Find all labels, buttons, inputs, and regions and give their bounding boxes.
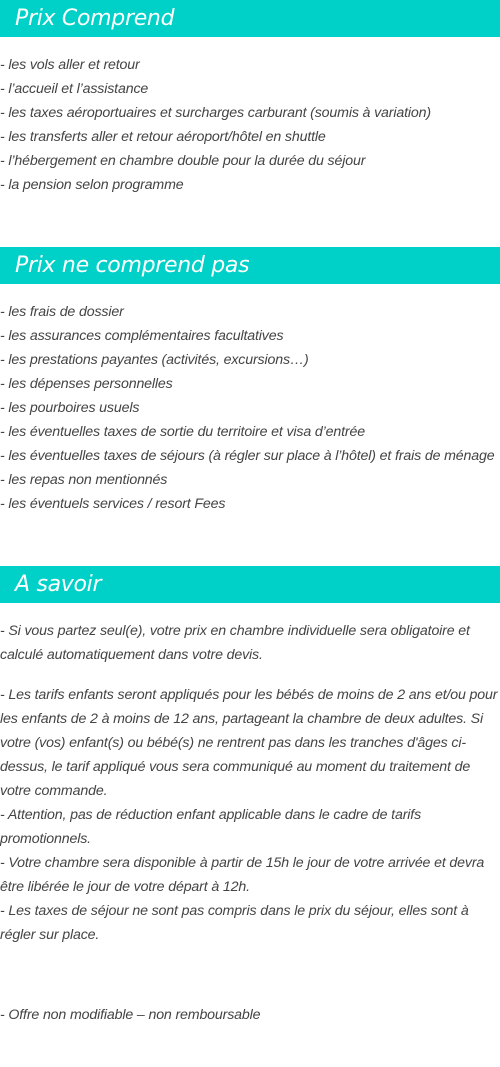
list-item: - l’hébergement en chambre double pour la durée du séjour <box>0 153 366 169</box>
list-item: - les pourboires usuels <box>0 400 140 416</box>
section-title-included: Prix Comprend <box>15 6 175 31</box>
list-item: - les transferts aller et retour aéroport/hôtel en shuttle <box>0 129 326 145</box>
list-item: - la pension selon programme <box>0 177 184 193</box>
list-item: - l’accueil et l’assistance <box>0 81 149 97</box>
section-header-excluded <box>0 247 500 284</box>
list-item: - les assurances complémentaires facultatives <box>0 328 284 344</box>
section-header-included <box>0 0 500 37</box>
list-item: - les vols aller et retour <box>0 57 140 73</box>
list-item: - les éventuelles taxes de séjours (à régler sur place à l’hôtel) et frais de ménage <box>0 448 495 464</box>
list-item: - les prestations payantes (activités, excursions…) <box>0 352 309 368</box>
included-list <box>0 53 500 197</box>
section-title-excluded: Prix ne comprend pas <box>15 253 250 278</box>
room-availability-text: - Votre chambre sera disponible à partir de 15h le jour de votre arrivée et devra être libérée le jour de votre départ à 12h. <box>0 855 485 895</box>
list-item: - les frais de dossier <box>0 304 124 320</box>
section-title-info: A savoir <box>15 572 102 597</box>
no-child-discount-text: - Attention, pas de réduction enfant applicable dans le cadre de tarifs promotionnels. <box>0 807 422 847</box>
list-item: - les repas non mentionnés <box>0 472 168 488</box>
offer-terms-text: - Offre non modifiable – non remboursable <box>0 1007 261 1023</box>
excluded-list <box>0 300 500 516</box>
child-rates-text: - Les tarifs enfants seront appliqués pour les bébés de moins de 2 ans et/ou pour les enfants de 2 à moins de 12 ans, partageant la chambre de deux adultes. Si votre (vos) enfant(s) ou bébé(s) ne rentrent pas dans les tranches d'âges ci-dessus, le tarif appliqué vous sera communiqué au moment du traitement de votre commande. <box>0 687 498 799</box>
section-header-info <box>0 566 500 603</box>
list-item: - les éventuels services / resort Fees <box>0 496 226 512</box>
tourist-tax-text: - Les taxes de séjour ne sont pas compris dans le prix du séjour, elles sont à régler sur place. <box>0 903 469 943</box>
list-item: - les dépenses personnelles <box>0 376 173 392</box>
list-item: - les éventuelles taxes de sortie du territoire et visa d’entrée <box>0 424 365 440</box>
list-item: - les taxes aéroportuaires et surcharges carburant (soumis à variation) <box>0 105 431 121</box>
single-supplement-text: - Si vous partez seul(e), votre prix en chambre individuelle sera obligatoire et calculé automatiquement dans votre devis. <box>0 623 470 663</box>
